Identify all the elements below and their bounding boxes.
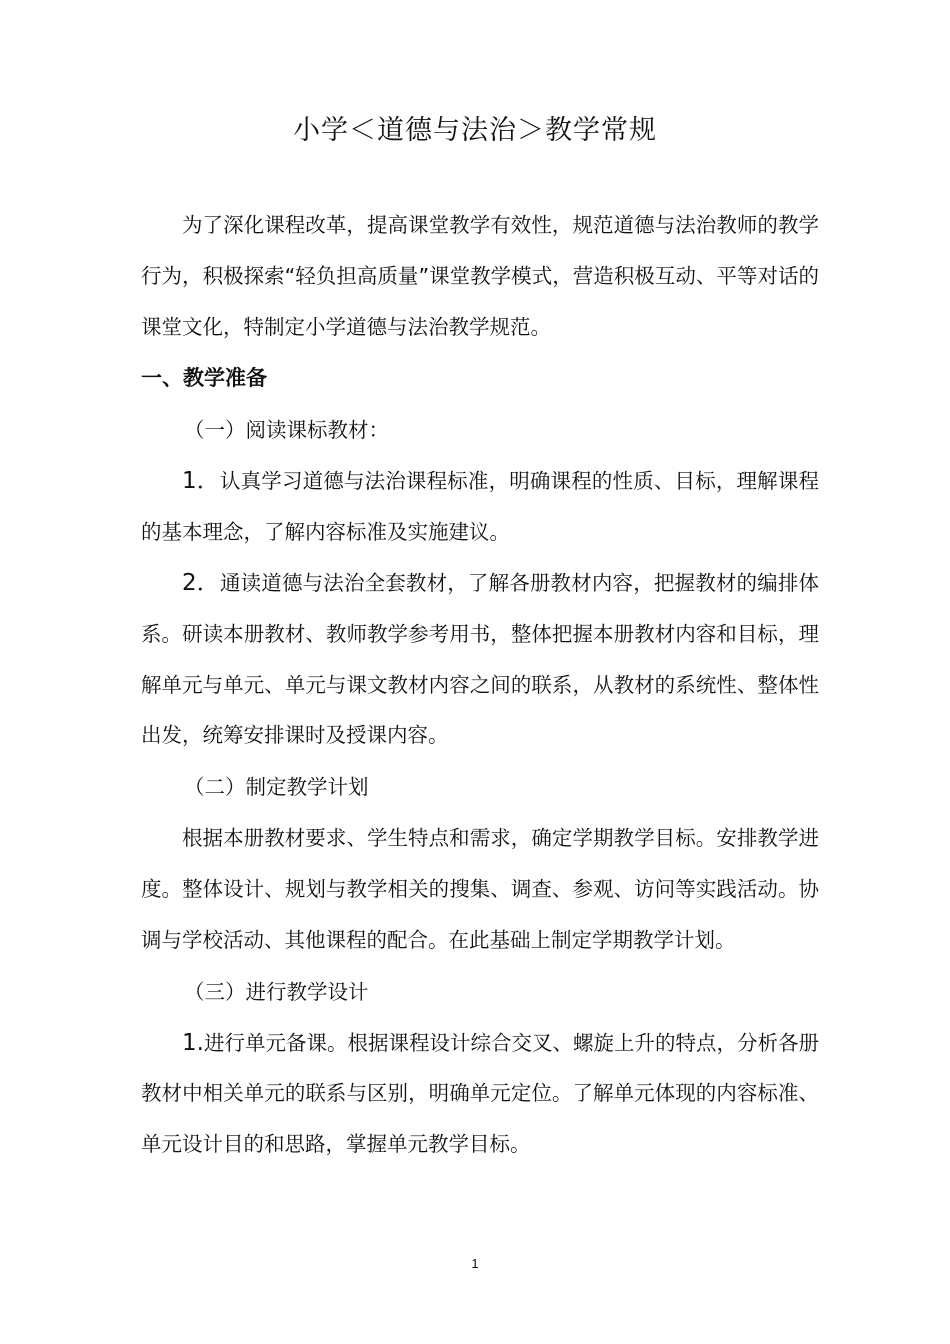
item-text: 进行单元备课。根据课程设计综合交叉、螺旋上升的特点，分析各册教材中相关单元的联系与区别，明确单元定位。了解单元体现的内容标准、单元设计目的和思路，掌握单元教学目标。 — [141, 1030, 819, 1157]
subheading-teaching-plan: （二）制定教学计划 — [184, 775, 369, 800]
page-number: 1 — [471, 1256, 479, 1271]
subheading-teaching-design: （三）进行教学设计 — [184, 979, 369, 1004]
subheading-read-curriculum: （一）阅读课标教材： — [184, 418, 389, 443]
list-item — [141, 1018, 819, 1170]
item-text: 认真学习道德与法治课程标准，明确课程的性质、目标，理解课程的基本理念，了解内容标准及实施建议。 — [141, 469, 820, 545]
list-item — [141, 456, 819, 558]
item-number: 1. — [182, 1029, 204, 1056]
item-text: 通读道德与法治全套教材，了解各册教材内容，把握教材的编排体系。研读本册教材、教师教学参考用书，整体把握本册教材内容和目标，理解单元与单元、单元与课文教材内容之间的联系，从教材的系统性、整体性出发，统筹安排课时及授课内容。 — [141, 570, 820, 748]
teaching-plan-paragraph: 根据本册教材要求、学生特点和需求，确定学期教学目标。安排教学进度。整体设计、规划与教学相关的搜集、调查、参观、访问等实践活动。协调与学校活动、其他课程的配合。在此基础上制定学期教学计划。 — [141, 826, 819, 952]
list-item — [141, 558, 819, 761]
section-heading-teaching-preparation: 一、教学准备 — [141, 366, 267, 391]
item-number: 2． — [182, 569, 220, 596]
item-number: 1． — [182, 468, 220, 495]
document-body — [141, 200, 819, 1170]
intro-paragraph: 为了深化课程改革，提高课堂教学有效性，规范道德与法治教师的教学行为，积极探索“轻负担高质量”课堂教学模式，营造积极互动、平等对话的课堂文化，特制定小学道德与法治教学规范。 — [141, 213, 819, 339]
document-title: 小学＜道德与法治＞教学常规 — [293, 115, 657, 146]
